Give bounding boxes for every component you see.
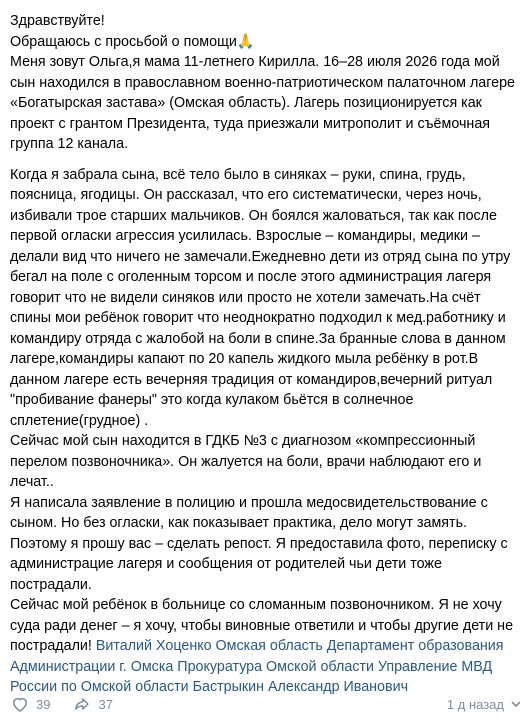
repost-button[interactable] (72, 694, 112, 714)
post-paragraph-hospital: Сейчас мой сын находится в ГДКБ №3 с диагнозом «компрессионный перелом позвоночника». Он жалуется на боли, врачи наблюдают его и лечат.. (10, 433, 482, 490)
post-paragraph-repost: Поэтому я прошу вас – сделать репост. Я предоставила фото, переписку с администрацие лагеря и сообщения от родителей чьи дети тоже пострадали. (10, 535, 508, 593)
like-count: 39 (36, 696, 51, 712)
chevron-down-icon (510, 698, 522, 710)
post-paragraph-intro: Меня зовут Ольга,я мама 11-летнего Кирилла. 16–28 июля 2026 года мой сын находился в православном военно-патриотическом палаточном лагере «Богатырская застава» (Омская область). Лагерь позиционируется как проект с грантом Президента, туда приезжали митрополит и съёмочная группа 12 канала. (10, 54, 516, 152)
post-paragraph-final: Сейчас мой ребёнок в больнице со сломанным позвоночником. Я не хочу суда ради денег – я хочу, чтобы виновные ответили и чтобы другие дети не пострадали! Виталий Хоценко Омская область Департамент образования Администрации г. Омска Прокуратура Омской области Управление МВД России по Омской области Бастрыкин Александр Иванович (10, 597, 514, 695)
heart-icon (10, 694, 30, 714)
post-time-label: 1 д назад (446, 696, 504, 712)
post-time[interactable] (447, 697, 522, 712)
post-text (10, 11, 522, 698)
like-button[interactable] (10, 694, 50, 714)
post-paragraph-police: Я написала заявление в полицию и прошла медосвидетельствование с сыном. Но без огласки, как показывает практика, дело могут замять. (10, 494, 488, 531)
share-arrow-icon (72, 694, 92, 714)
post-footer (10, 690, 522, 718)
post-paragraph-story: Когда я забрала сына, всё тело было в синяках – руки, спина, грудь, поясница, ягодицы. Он рассказал, что его систематически, через ночь, избивали трое старших мальчиков. Он боялся жаловаться, так как после первой огласки агрессия усилилась. Взрослые – командиры, медики – делали вид что ничего не замечали.Ежедневно дети из отряд сына по утру бегал на поле с оголенным торсом и после этого администрация лагеря говорит что не видели синяков или просто не хотели замечать.На счёт спины мои ребёнок говорит что неоднократно подходил к мед.работнику и командиру отряда с жалобой на боли в спине.За бранные слова в данном лагере,командиры капают по 20 капель жидкого мыла ребёнку в рот.В данном лагере есть вечерняя традиция от командиров,вечерний ритуал "пробивание фанеры" это когда кулаком бьётся в солнечное сплетение(грудное) . (10, 166, 511, 429)
post-greeting: Здравствуйте! (10, 13, 105, 29)
mention-links[interactable]: Виталий Хоценко Омская область Департамент образования Администрации г. Омска Прокуратура Омской области Управление МВД России по Омской области Бастрыкин Александр Иванович (10, 638, 504, 695)
repost-count: 37 (98, 696, 113, 712)
post-request: Обращаюсь с просьбой о помощи🙏 (10, 33, 255, 50)
